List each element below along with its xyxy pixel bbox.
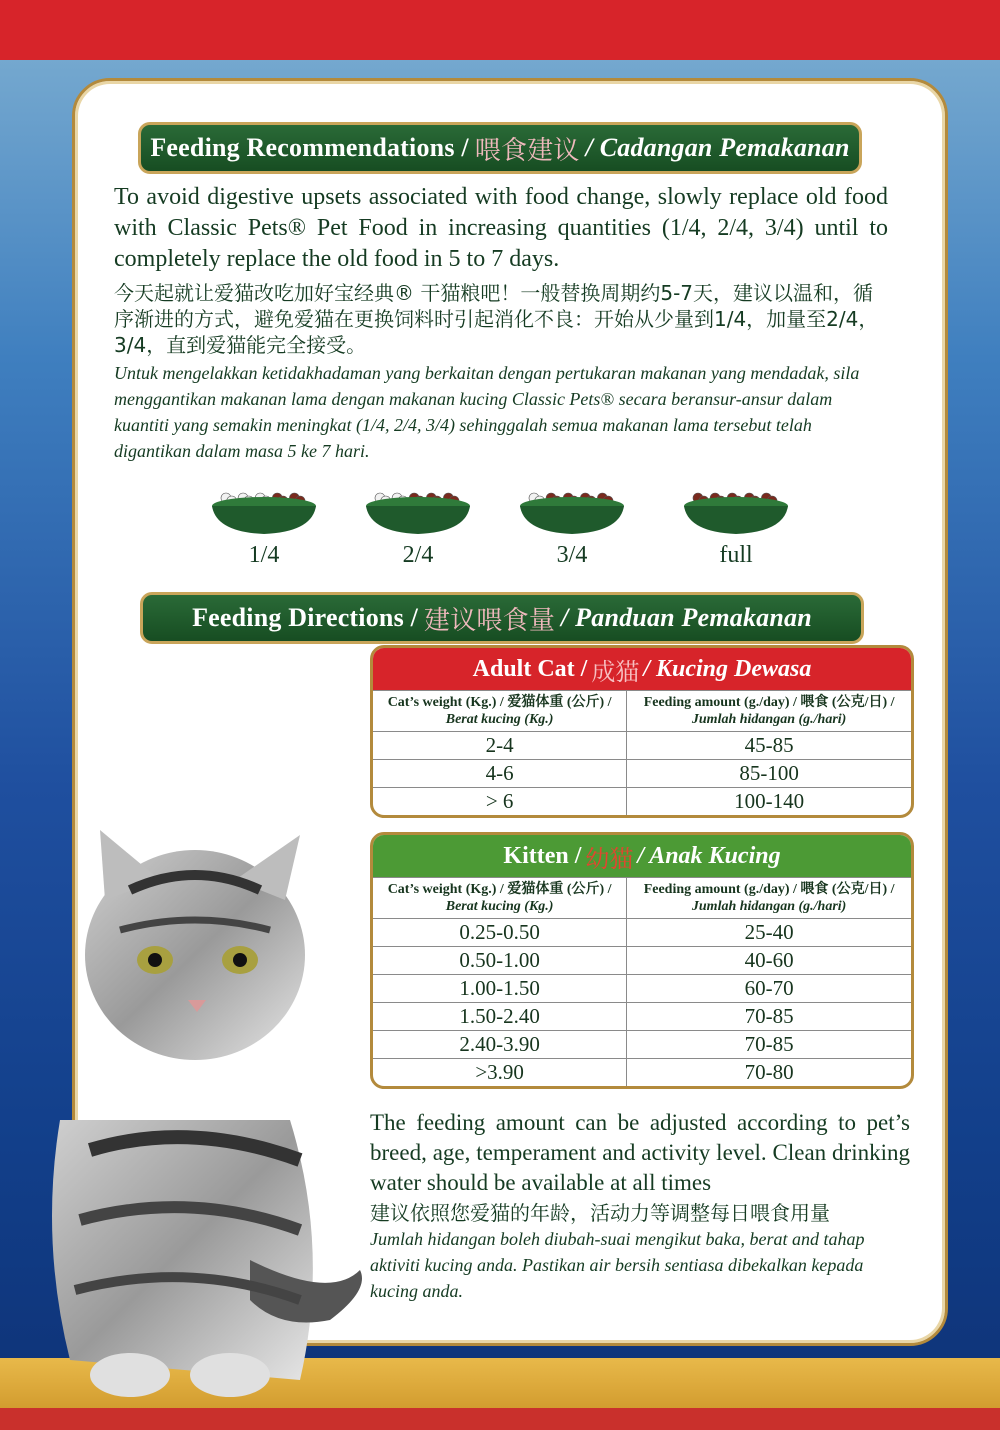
- column-header-row: [373, 878, 911, 919]
- feeding-directions-banner: [140, 592, 864, 644]
- bowl-body: [684, 506, 788, 534]
- amount-cell: 25-40: [627, 919, 911, 947]
- weight-column-header: Cat’s weight (Kg.) / 爱猫体重 (公斤) / Berat kucing (Kg.): [373, 691, 627, 732]
- table-row: [373, 947, 911, 975]
- table-row: [373, 1059, 911, 1087]
- note-text-zh: 建议依照您爱猫的年龄，活动力等调整每日喂食用量: [370, 1201, 830, 1225]
- recommendation-text-en: To avoid digestive upsets associated with food change, slowly replace old food with Classic Pets® Pet Food in increasing quantities (1/4, 2/4, 3/4) until to completely replace the old food in 5 to 7 days.: [114, 184, 888, 272]
- adult-cat-header: [373, 648, 911, 690]
- kitten-title-ms: / Anak Kucing: [637, 842, 781, 869]
- food-bowl: [204, 478, 324, 538]
- amount-cell: 40-60: [627, 947, 911, 975]
- table-row: [373, 1003, 911, 1031]
- banner-ms: / Cadangan Pemakanan: [585, 133, 850, 162]
- recommendation-text-ms: Untuk mengelakkan ketidakhadaman yang berkaitan dengan pertukaran makanan yang mendadak, sila menggantikan makanan lama dengan makanan kucing Classic Pets® secara beransur-ansur dalam kuantiti yang semakin meningkat (1/4, 2/4, 3/4) sehinggalah semua makanan lama tersebut telah digantikan dalam masa 5 ke 7 hari.: [114, 363, 860, 461]
- top-red-band: [0, 0, 1000, 60]
- feeding-recommendations-banner: [138, 122, 862, 174]
- adult-title-zh: 成猫: [591, 659, 640, 686]
- kitten-table: [370, 832, 914, 1089]
- banner-zh: 建议喂食量: [424, 605, 556, 635]
- weight-cell: 1.50-2.40: [373, 1003, 627, 1031]
- banner-ms: / Panduan Pemakanan: [561, 603, 812, 632]
- amount-cell: 70-85: [627, 1031, 911, 1059]
- amount-cell: 85-100: [627, 760, 911, 788]
- banner-zh: 喂食建议: [474, 135, 580, 165]
- amount-cell: 100-140: [627, 788, 911, 816]
- bowl-body: [520, 506, 624, 534]
- table-row: [373, 788, 911, 816]
- banner-en: Feeding Recommendations /: [150, 133, 469, 162]
- amount-column-header: Feeding amount (g./day) / 喂食 (公克/日) / Jumlah hidangan (g./hari): [627, 691, 911, 732]
- weight-cell: > 6: [373, 788, 627, 816]
- weight-cell: 0.25-0.50: [373, 919, 627, 947]
- amount-cell: 60-70: [627, 975, 911, 1003]
- weight-cell: >3.90: [373, 1059, 627, 1087]
- kitten-header: [373, 835, 911, 877]
- bowl-label: full: [719, 542, 753, 568]
- banner-en: Feeding Directions /: [192, 603, 419, 632]
- weight-cell: 4-6: [373, 760, 627, 788]
- food-bowl: [358, 478, 478, 538]
- adult-title-ms: / Kucing Dewasa: [643, 655, 812, 682]
- column-header-row: [373, 691, 911, 732]
- table-row: [373, 919, 911, 947]
- kitten-feeding-table: [373, 877, 911, 1086]
- bowl-label: 1/4: [248, 542, 280, 568]
- note-text-en: The feeding amount can be adjusted according to pet’s breed, age, temperament and activity level. Clean drinking water should be available at all times: [370, 1110, 910, 1195]
- weight-cell: 2.40-3.90: [373, 1031, 627, 1059]
- table-row: [373, 1031, 911, 1059]
- adult-feeding-table: [373, 690, 911, 815]
- amount-cell: 45-85: [627, 732, 911, 760]
- kitten-photo: [0, 820, 420, 1420]
- amount-column-header: Feeding amount (g./day) / 喂食 (公克/日) / Jumlah hidangan (g./hari): [627, 878, 911, 919]
- adult-cat-table: [370, 645, 914, 818]
- weight-cell: 1.00-1.50: [373, 975, 627, 1003]
- recommendation-text-zh: 今天起就让爱猫改吃加好宝经典® 干猫粮吧！一般替换周期约5-7天，建议以温和，循序渐进的方式，避免爱猫在更换饲料时引起消化不良：开始从少量到1/4，加量至2/4，3/4，直到爱猫能完全接受。: [114, 281, 879, 357]
- bowl-body: [212, 506, 316, 534]
- food-bowl: [676, 478, 796, 538]
- weight-cell: 2-4: [373, 732, 627, 760]
- bowl-label: 3/4: [556, 542, 588, 568]
- amount-cell: 70-80: [627, 1059, 911, 1087]
- kitten-title-en: Kitten /: [503, 842, 582, 869]
- weight-cell: 0.50-1.00: [373, 947, 627, 975]
- table-row: [373, 732, 911, 760]
- amount-cell: 70-85: [627, 1003, 911, 1031]
- bowl-body: [366, 506, 470, 534]
- table-row: [373, 760, 911, 788]
- adult-title-en: Adult Cat /: [472, 655, 588, 682]
- weight-column-header: Cat’s weight (Kg.) / 爱猫体重 (公斤) / Berat kucing (Kg.): [373, 878, 627, 919]
- food-bowl: [512, 478, 632, 538]
- note-text-ms: Jumlah hidangan boleh diubah-suai mengikut baka, berat and tahap aktiviti kucing anda. Pastikan air bersih sentiasa dibekalkan kepada kucing anda.: [370, 1229, 865, 1301]
- kitten-title-zh: 幼猫: [585, 846, 634, 873]
- table-row: [373, 975, 911, 1003]
- bowl-label: 2/4: [402, 542, 434, 568]
